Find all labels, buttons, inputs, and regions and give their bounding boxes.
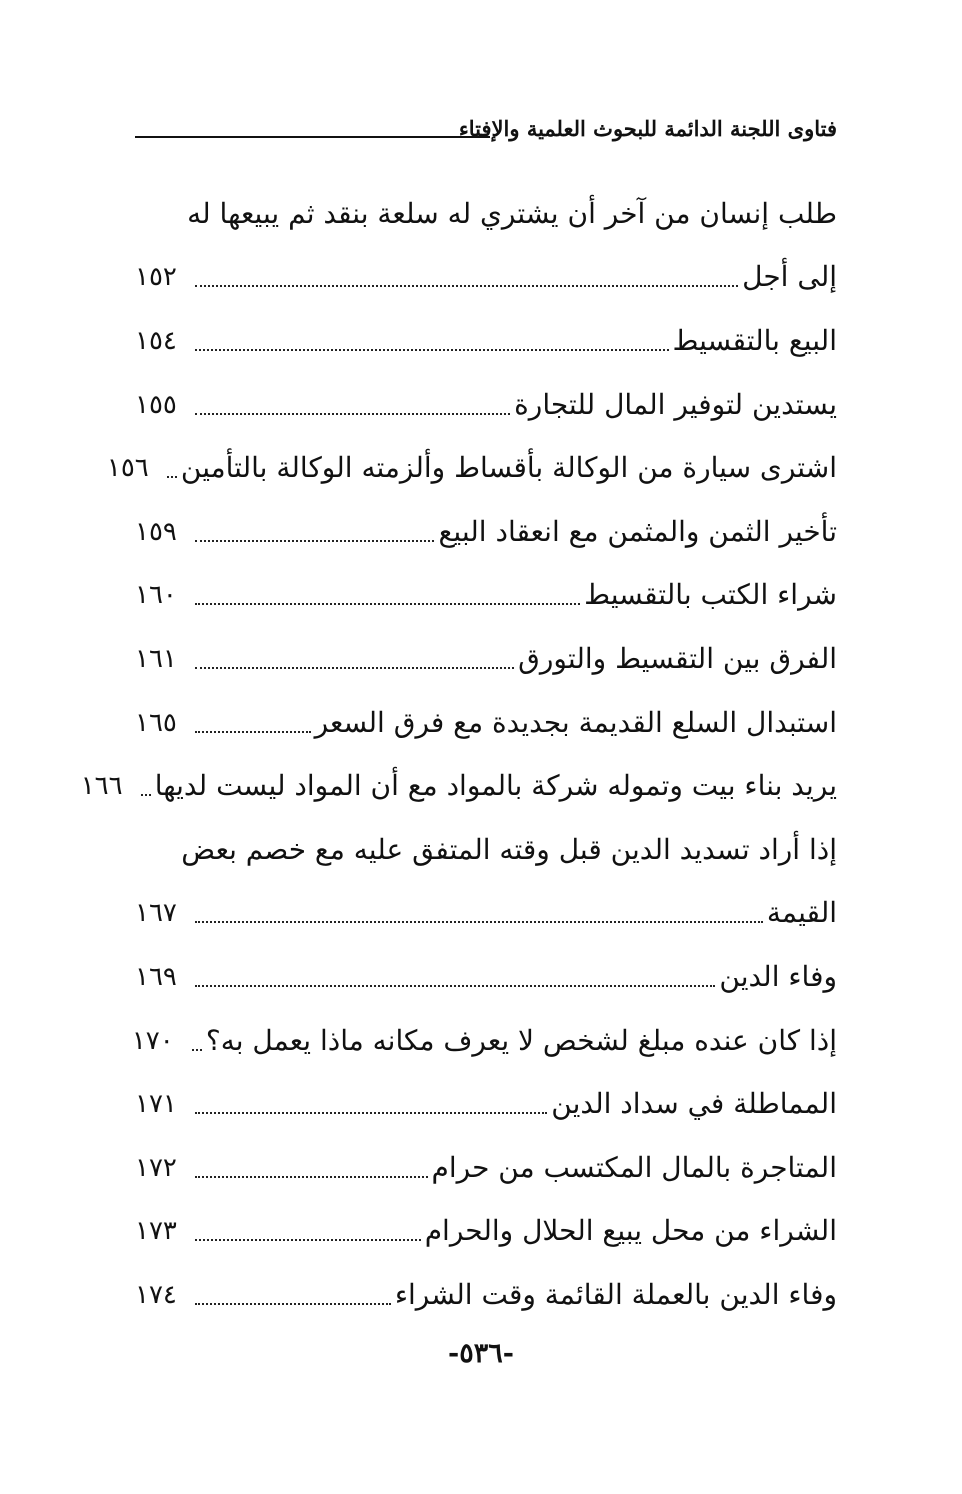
toc-entry bbox=[135, 1072, 837, 1136]
toc-entry bbox=[135, 691, 837, 755]
toc-entry bbox=[135, 373, 837, 437]
toc-entry-title: المتاجرة بالمال المكتسب من حرام bbox=[431, 1150, 837, 1184]
toc-entry-title: يريد بناء بيت وتموله شركة بالمواد مع أن المواد ليست لديها bbox=[154, 769, 837, 803]
header-rule bbox=[135, 136, 490, 138]
leader-dots bbox=[195, 540, 434, 542]
header-title: فتاوى اللجنة الدائمة للبحوث العلمية والإفتاء bbox=[458, 116, 837, 141]
toc-entry-page: ١٦٧ bbox=[135, 898, 177, 929]
toc-entry bbox=[135, 1200, 837, 1264]
leader-dots bbox=[195, 285, 738, 287]
toc-entry-page: ١٧٢ bbox=[135, 1152, 177, 1183]
toc-entry-title: القيمة bbox=[766, 896, 837, 930]
toc-entry bbox=[135, 1263, 837, 1327]
leader-dots bbox=[195, 413, 510, 415]
toc-entry-title: شراء الكتب بالتقسيط bbox=[584, 578, 837, 612]
page-number: -٥٣٦- bbox=[448, 1338, 514, 1369]
toc-entry bbox=[106, 436, 837, 500]
toc-entry-page: ١٧٠ bbox=[131, 1025, 174, 1056]
leader-dots bbox=[195, 921, 763, 923]
toc-entry-page: ١٥٩ bbox=[135, 516, 177, 547]
toc-entry-title: يستدين لتوفير المال للتجارة bbox=[514, 387, 837, 421]
toc-entry bbox=[135, 818, 837, 882]
leader-dots bbox=[195, 1176, 428, 1178]
toc-entry-page: ١٧٤ bbox=[135, 1279, 177, 1310]
toc-entry-title: وفاء الدين bbox=[719, 959, 837, 993]
toc-entry-title: اشترى سيارة من الوكالة بأقساط وألزمته الوكالة بالتأمين bbox=[180, 451, 837, 485]
toc-entry-title: تأخير الثمن والمثمن مع انعقاد البيع bbox=[438, 514, 837, 548]
toc-entry-page: ١٦٩ bbox=[135, 961, 177, 992]
toc-entry bbox=[135, 882, 837, 946]
leader-dots bbox=[141, 794, 151, 796]
leader-dots bbox=[195, 603, 580, 605]
toc-entry bbox=[135, 564, 837, 628]
leader-dots bbox=[195, 667, 514, 669]
toc-entry-page: ١٧٣ bbox=[135, 1216, 177, 1247]
toc-entry-page: ١٥٤ bbox=[135, 325, 177, 356]
toc-entry-page: ١٥٥ bbox=[135, 389, 177, 420]
toc-entry-page: ١٦١ bbox=[135, 643, 177, 674]
toc-entry-title: الفرق بين التقسيط والتورق bbox=[518, 641, 837, 675]
toc-entry-title: المماطلة في سداد الدين bbox=[551, 1087, 837, 1121]
running-header bbox=[135, 112, 837, 146]
toc-entry-page: ١٧١ bbox=[135, 1089, 177, 1120]
table-of-contents bbox=[80, 182, 837, 1327]
toc-entry-title: طلب إنسان من آخر أن يشتري له سلعة بنقد ثم يبيعها له bbox=[187, 196, 837, 230]
toc-entry bbox=[135, 500, 837, 564]
toc-entry-title: البيع بالتقسيط bbox=[672, 323, 837, 357]
toc-entry-page: ١٦٥ bbox=[135, 707, 177, 738]
leader-dots bbox=[195, 731, 311, 733]
toc-entry bbox=[135, 1136, 837, 1200]
leader-dots bbox=[192, 1049, 202, 1051]
leader-dots bbox=[195, 985, 715, 987]
leader-dots bbox=[167, 476, 177, 478]
toc-entry bbox=[135, 182, 837, 246]
leader-dots bbox=[195, 349, 669, 351]
toc-entry-title: إلى أجل bbox=[742, 260, 837, 294]
toc-entry-page: ١٦٠ bbox=[135, 580, 177, 611]
toc-entry bbox=[135, 627, 837, 691]
toc-entry-title: وفاء الدين بالعملة القائمة وقت الشراء bbox=[394, 1277, 837, 1311]
toc-entry bbox=[135, 945, 837, 1009]
toc-entry-title: الشراء من محل يبيع الحلال والحرام bbox=[424, 1214, 837, 1248]
toc-entry-title: استبدال السلع القديمة بجديدة مع فرق السعر bbox=[314, 705, 837, 739]
toc-entry bbox=[80, 754, 837, 818]
toc-entry-title: إذا أراد تسديد الدين قبل وقته المتفق عليه مع خصم بعض bbox=[181, 832, 837, 866]
leader-dots bbox=[195, 1239, 421, 1241]
toc-entry bbox=[135, 246, 837, 310]
toc-entry-page: ١٦٦ bbox=[80, 771, 123, 802]
toc-entry bbox=[131, 1009, 837, 1073]
toc-entry-title: إذا كان عنده مبلغ لشخص لا يعرف مكانه ماذا يعمل به؟ bbox=[205, 1023, 837, 1057]
toc-entry bbox=[135, 309, 837, 373]
leader-dots bbox=[195, 1112, 547, 1114]
leader-dots bbox=[195, 1303, 391, 1305]
toc-entry-page: ١٥٢ bbox=[135, 262, 177, 293]
toc-entry-page: ١٥٦ bbox=[106, 453, 149, 484]
